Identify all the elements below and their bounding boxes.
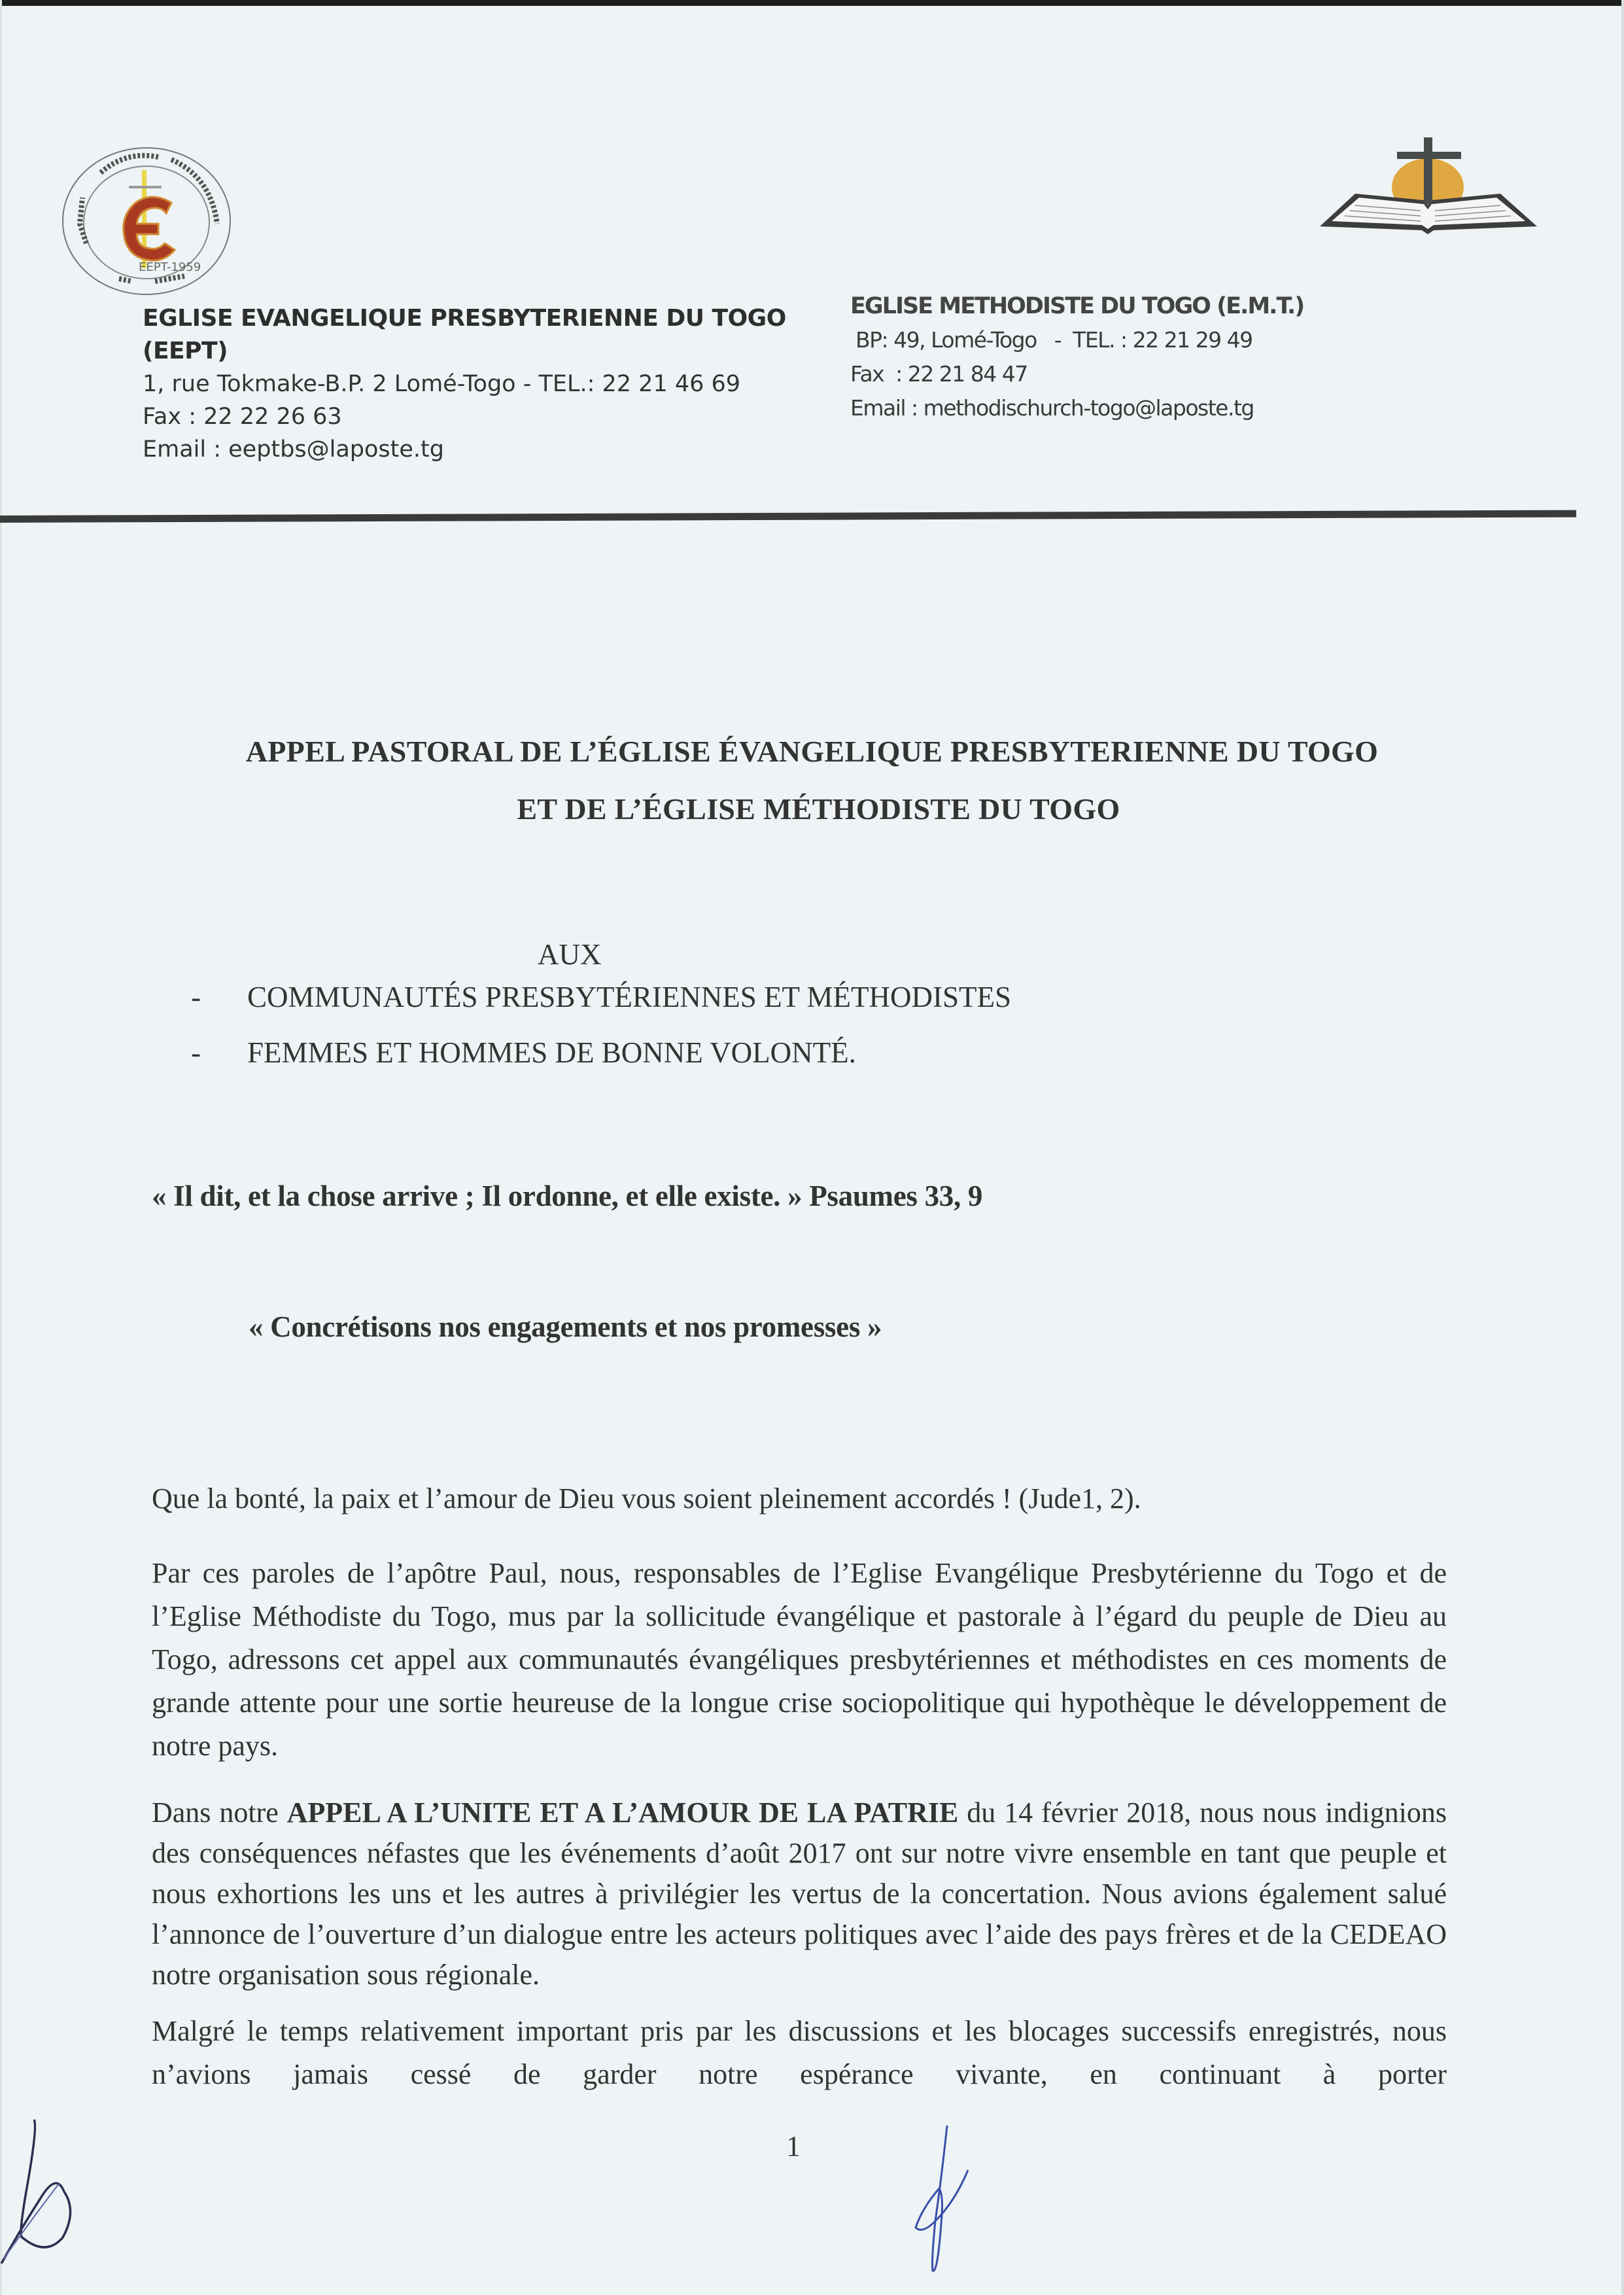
paragraph-text-end: du 14 février 2018, nous nous indignions des conséquences néfastes que les événements d’août 2017 ont sur notre vivre ensemble en tant que peuple et nous exhortions les uns et les autres à privilégier les vertus de la concertation. Nous avions également salué l’annonce de l’ouverture d’un dialogue entre les acteurs politiques avec l’aide des pays frères et de la CEDEAO notre organisation sous régionale. [152, 1796, 1447, 1991]
addressee-text: FEMMES ET HOMMES DE BONNE VOLONTÉ. [247, 1036, 856, 1069]
bullet-dash: - [191, 1036, 201, 1069]
paragraph-hope [152, 2010, 1447, 2096]
paragraph-introduction [152, 1552, 1447, 1768]
paragraph-text: Par ces paroles de l’apôtre Paul, nous, responsables de l’Eglise Evangélique Presbytérienne du Togo et de l’Eglise Méthodiste du Togo, mus par la sollicitude évangélique et pastorale à l’égard du peuple de Dieu au Togo, adressons cet appel aux communautés évangéliques presbytériennes et méthodistes en ces moments de grande attente pour une sortie heureuse de la longue crise sociopolitique qui hypothèque le développement de notre pays. [152, 1557, 1447, 1762]
addressee-text: COMMUNAUTÉS PRESBYTÉRIENNES ET MÉTHODISTES [247, 981, 1011, 1013]
signature-left-icon [0, 2107, 203, 2264]
emt-fax: Fax : 22 21 84 47 [850, 361, 1028, 387]
paragraph-previous-appeal [152, 1793, 1447, 1995]
theme-quote: « Concrétisons nos engagements et nos promesses » [249, 1310, 882, 1343]
eept-email: Email : eeptbs@laposte.tg [143, 436, 444, 463]
eept-contact-block [143, 302, 786, 466]
emt-name: EGLISE METHODISTE DU TOGO (E.M.T.) [850, 293, 1304, 319]
paragraph-text: Malgré le temps relativement important pris par les discussions et les blocages successifs enregistrés, nous n’avions jamais cessé de garder notre espérance vivante, en continuant à porter [152, 2015, 1447, 2090]
paragraph-text-start: Dans notre [152, 1796, 287, 1829]
emt-address: BP: 49, Lomé-Togo - TEL. : 22 21 29 49 [855, 327, 1253, 353]
scan-top-border [0, 0, 1624, 6]
cross-on-bible-logo-icon [1316, 123, 1545, 234]
bullet-dash: - [191, 981, 201, 1013]
eept-address: 1, rue Tokmake-B.P. 2 Lomé-Togo - TEL.: 22 21 46 69 [143, 371, 741, 397]
addressees-intro: AUX [538, 938, 602, 971]
eept-fax: Fax : 22 22 26 63 [143, 404, 342, 430]
document-title-line2: ET DE L’ÉGLISE MÉTHODISTE DU TOGO [517, 792, 1120, 826]
document-title-line1: APPEL PASTORAL DE L’ÉGLISE ÉVANGELIQUE PRESBYTERIENNE DU TOGO [245, 735, 1379, 768]
scan-left-edge [0, 0, 2, 2295]
page-number: 1 [786, 2130, 801, 2162]
eept-name: EGLISE EVANGELIQUE PRESBYTERIENNE DU TOGO [143, 305, 786, 332]
scan-right-edge [1621, 0, 1624, 2295]
eept-abbr: (EEPT) [143, 338, 228, 364]
seal-inner-text: EEPT-1959 [139, 260, 201, 274]
emt-email: Email : methodischurch-togo@laposte.tg [850, 395, 1254, 421]
paragraph-greeting [152, 1477, 1447, 1520]
paragraph-text: Que la bonté, la paix et l’amour de Dieu vous soient pleinement accordés ! (Jude1, 2). [152, 1482, 1141, 1515]
scripture-verse: « Il dit, et la chose arrive ; Il ordonne, et elle existe. » Psaumes 33, 9 [152, 1180, 983, 1212]
paragraph-text [152, 1793, 1447, 1995]
addressee-item [191, 980, 1011, 1014]
header-separator-line [0, 510, 1576, 523]
addressee-item [191, 1036, 856, 1070]
emt-contact-block [850, 289, 1304, 425]
signature-right-icon [824, 2123, 975, 2280]
eept-seal-logo-icon [60, 145, 233, 297]
appeal-title-bold: APPEL A L’UNITE ET A L’AMOUR DE LA PATRIE [286, 1796, 959, 1829]
